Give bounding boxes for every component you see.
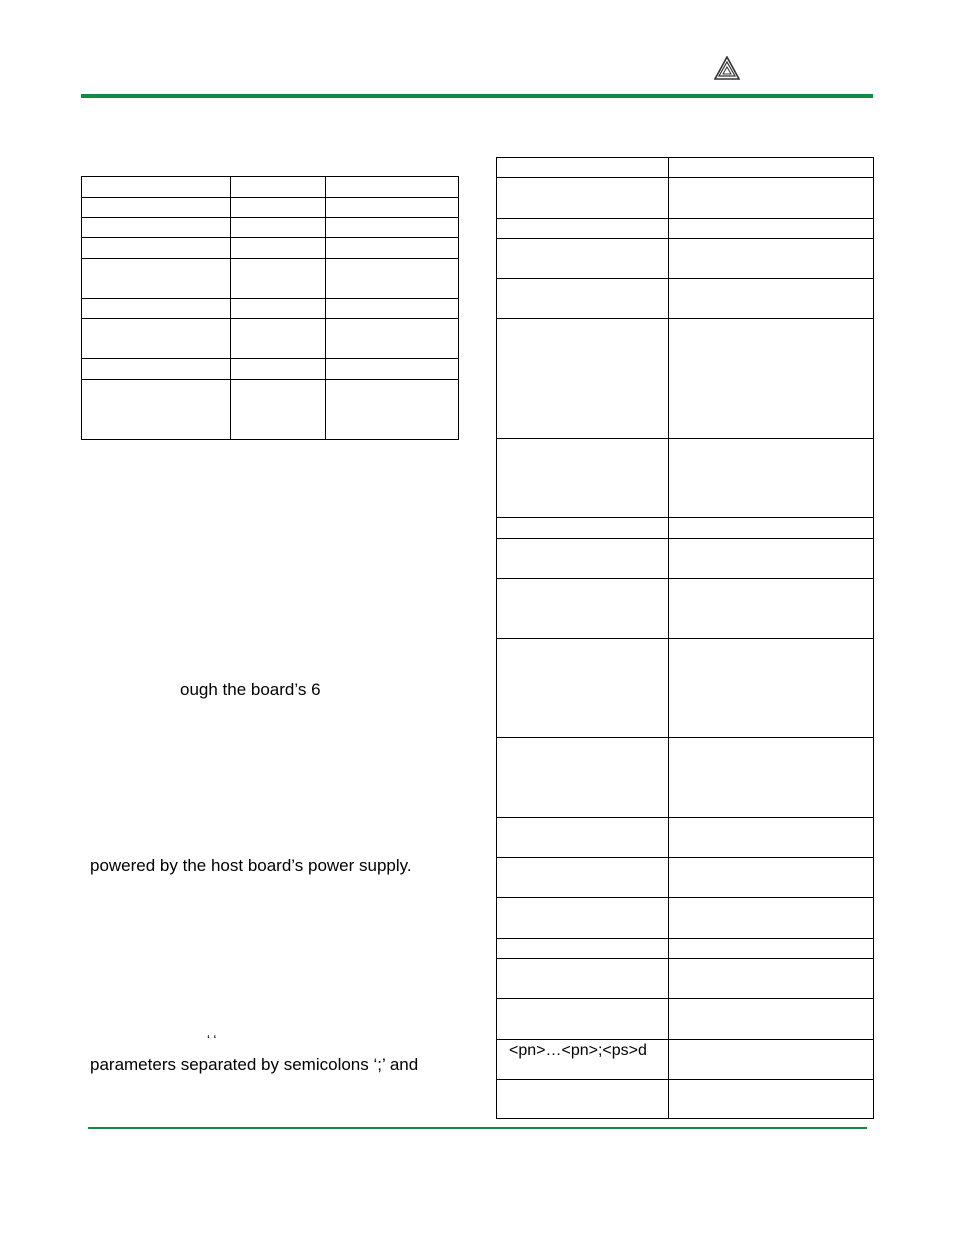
table-cell [669, 239, 874, 279]
triangle-logo-icon [714, 56, 740, 80]
header-rule [81, 94, 873, 98]
body-text-line: powered by the host board’s power supply. [90, 856, 412, 875]
body-text-line: parameters separated by semicolons ‘;’ and [90, 1055, 419, 1074]
table-cell [669, 579, 874, 639]
table-cell [669, 738, 874, 818]
table-row [82, 218, 459, 238]
table-cell [497, 1040, 669, 1080]
table-cell [497, 959, 669, 999]
table-row [497, 518, 874, 539]
footer-rule [88, 1127, 867, 1129]
table-row [497, 738, 874, 818]
table-cell [231, 319, 326, 359]
table-cell [497, 818, 669, 858]
table-cell [82, 177, 231, 198]
table-cell [82, 218, 231, 238]
table-cell [326, 259, 459, 299]
table-cell [669, 439, 874, 518]
table-row [497, 239, 874, 279]
table-cell [231, 359, 326, 380]
table-cell [669, 639, 874, 738]
table-row [82, 380, 459, 440]
table-cell [497, 999, 669, 1040]
table-row [497, 858, 874, 898]
table-cell [231, 380, 326, 440]
table-cell [669, 219, 874, 239]
table-cell [231, 177, 326, 198]
table-cell [497, 178, 669, 219]
table-cell [669, 279, 874, 319]
table-row [497, 579, 874, 639]
table-cell [82, 259, 231, 299]
table-cell [669, 1080, 874, 1119]
table-cell [326, 380, 459, 440]
table-cell [497, 738, 669, 818]
table-cell [497, 518, 669, 539]
table-row [82, 238, 459, 259]
table-row [82, 359, 459, 380]
table-cell [497, 858, 669, 898]
table-cell [669, 999, 874, 1040]
table-cell [669, 1040, 874, 1080]
table-cell [231, 238, 326, 259]
table-row [82, 259, 459, 299]
table-row [497, 279, 874, 319]
table-row [497, 178, 874, 219]
table-cell [82, 198, 231, 218]
table-cell [82, 299, 231, 319]
table-row [497, 539, 874, 579]
table-cell [497, 639, 669, 738]
table-row [497, 898, 874, 939]
table-cell [326, 198, 459, 218]
table-row [82, 177, 459, 198]
table-cell [82, 359, 231, 380]
table-row [82, 198, 459, 218]
table-row [497, 939, 874, 959]
left-table [81, 176, 459, 440]
table-cell [231, 259, 326, 299]
table-row [497, 319, 874, 439]
table-cell [669, 178, 874, 219]
table-row [82, 299, 459, 319]
table-row [82, 319, 459, 359]
table-cell [497, 1080, 669, 1119]
table-row [497, 818, 874, 858]
table-cell [497, 439, 669, 518]
right-table [496, 157, 874, 1119]
quote-marks: ‘ ‘ [207, 1032, 217, 1047]
table-cell [326, 299, 459, 319]
table-cell [326, 218, 459, 238]
table-cell [497, 939, 669, 959]
table-cell [326, 319, 459, 359]
table-cell [497, 319, 669, 439]
table-cell [669, 539, 874, 579]
table-cell [497, 579, 669, 639]
table-row [497, 999, 874, 1040]
body-text-fragment: ough the board’s 6 [180, 680, 321, 699]
table-cell [669, 158, 874, 178]
table-cell [669, 858, 874, 898]
table-cell [326, 359, 459, 380]
table-cell [669, 518, 874, 539]
table-cell [497, 539, 669, 579]
table-cell [497, 239, 669, 279]
table-cell [82, 319, 231, 359]
table-cell [231, 218, 326, 238]
table-cell [497, 279, 669, 319]
table-row [497, 1040, 874, 1080]
table-row [497, 959, 874, 999]
table-row [497, 1080, 874, 1119]
table-row [497, 219, 874, 239]
table-cell [497, 898, 669, 939]
table-cell [669, 319, 874, 439]
command-syntax: <pn>…<pn>;<ps>d [509, 1042, 647, 1059]
table-cell [231, 299, 326, 319]
table-cell [231, 198, 326, 218]
table-cell [326, 238, 459, 259]
table-row [497, 158, 874, 178]
table-cell [669, 959, 874, 999]
table-cell [669, 818, 874, 858]
table-row [497, 639, 874, 738]
table-cell [326, 177, 459, 198]
table-row [497, 439, 874, 518]
table-cell [669, 939, 874, 959]
table-cell [497, 219, 669, 239]
table-cell [82, 238, 231, 259]
table-cell [82, 380, 231, 440]
table-cell [669, 898, 874, 939]
table-cell [497, 158, 669, 178]
